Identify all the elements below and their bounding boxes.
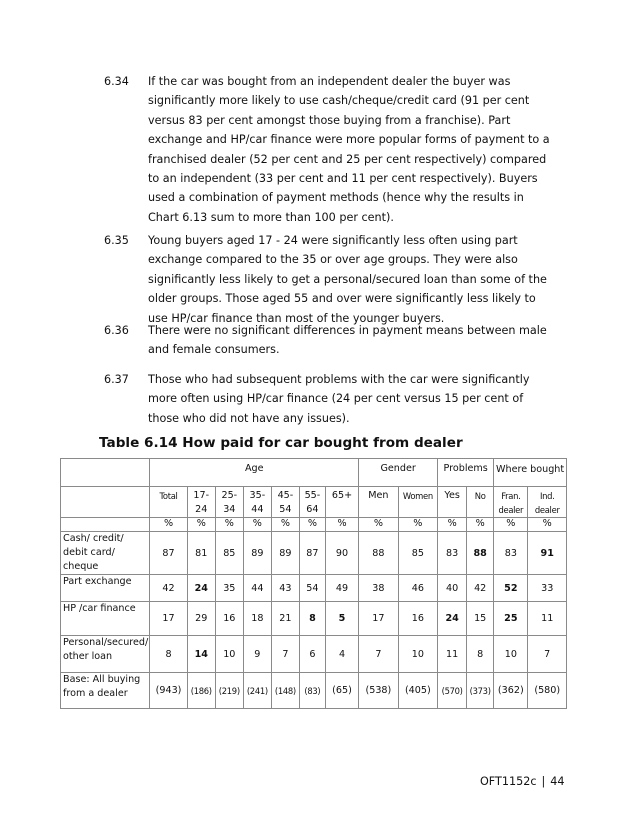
table-cell: 16	[215, 602, 243, 636]
table-cell: 7	[528, 636, 567, 673]
text-line: Young buyers aged 17 - 24 were significantly less often using part	[148, 234, 518, 247]
column-header: 25-34	[215, 487, 243, 518]
table-cell: 85	[398, 532, 437, 575]
table-cell: 90	[325, 532, 358, 575]
column-header: Total	[150, 487, 187, 518]
unit-cell: %	[359, 518, 398, 532]
text-line: significantly more likely to use cash/cheque/credit card (91 per cent	[148, 94, 530, 108]
unit-cell: %	[494, 518, 528, 532]
table-cell: 10	[398, 636, 437, 673]
table-cell: 83	[494, 532, 528, 575]
table-cell: 14	[187, 636, 215, 673]
row-label: Part exchange	[61, 575, 150, 602]
table-cell: 8	[150, 636, 187, 673]
table-cell: (65)	[325, 673, 358, 709]
unit-cell: %	[243, 518, 271, 532]
table-cell: 88	[467, 532, 494, 575]
column-header: 17-24	[187, 487, 215, 518]
paragraph-number: 6.36	[104, 324, 129, 337]
table-cell: 46	[398, 575, 437, 602]
column-header: Fran. dealer	[494, 487, 528, 518]
column-header: Yes	[438, 487, 467, 518]
table-cell: 85	[215, 532, 243, 575]
column-header: 65+	[325, 487, 358, 518]
header-blank	[61, 487, 150, 518]
paragraph-text	[148, 231, 548, 328]
table-row	[61, 636, 567, 673]
table-cell: 81	[187, 532, 215, 575]
table-cell: 83	[438, 532, 467, 575]
page-number: 44	[550, 775, 565, 788]
table-cell: 9	[243, 636, 271, 673]
table-cell: (362)	[494, 673, 528, 709]
table-row	[61, 602, 567, 636]
table-row	[61, 575, 567, 602]
table-cell: 6	[299, 636, 325, 673]
table-cell: 38	[359, 575, 398, 602]
unit-cell: %	[299, 518, 325, 532]
text-line: those who did not have any issues).	[148, 411, 350, 425]
group-gender: Gender	[359, 459, 438, 487]
document-code: OFT1152c	[480, 775, 537, 788]
footer-separator: |	[541, 775, 546, 788]
table-cell: 89	[271, 532, 299, 575]
table-cell: (405)	[398, 673, 437, 709]
payment-table	[60, 458, 567, 709]
table-cell: 25	[494, 602, 528, 636]
table-cell: 44	[243, 575, 271, 602]
table-cell: 15	[467, 602, 494, 636]
paragraph-text	[148, 321, 548, 360]
column-header: Ind. dealer	[528, 487, 567, 518]
text-line: used a combination of payment methods (hence why the results in	[148, 191, 524, 205]
unit-cell: %	[187, 518, 215, 532]
table-cell: 33	[528, 575, 567, 602]
unit-cell: %	[467, 518, 494, 532]
row-label: Personal/secured/ other loan	[61, 636, 150, 673]
table-cell: (186)	[187, 673, 215, 709]
text-line: exchange compared to the 35 or over age groups. They were also	[148, 253, 518, 267]
row-label: Cash/ credit/ debit card/ cheque	[61, 532, 150, 575]
table-cell: 21	[271, 602, 299, 636]
paragraph-number: 6.35	[104, 234, 129, 247]
table-cell: 10	[215, 636, 243, 673]
table-cell: (241)	[243, 673, 271, 709]
table-cell: 29	[187, 602, 215, 636]
table-cell: 42	[467, 575, 494, 602]
table-cell: (580)	[528, 673, 567, 709]
unit-blank	[61, 518, 150, 532]
unit-cell: %	[398, 518, 437, 532]
text-line: exchange and HP/car finance were more popular forms of payment to a	[148, 133, 550, 147]
table-cell: 4	[325, 636, 358, 673]
column-header: 35-44	[243, 487, 271, 518]
paragraph-number: 6.37	[104, 373, 129, 386]
table-cell: (570)	[438, 673, 467, 709]
column-header: No	[467, 487, 494, 518]
table-cell: (943)	[150, 673, 187, 709]
table-cell: 17	[150, 602, 187, 636]
row-label: Base: All buying from a dealer	[61, 673, 150, 709]
table-cell: (538)	[359, 673, 398, 709]
paragraph-text	[148, 370, 548, 428]
table-cell: 16	[398, 602, 437, 636]
table-cell: 7	[271, 636, 299, 673]
unit-cell: %	[438, 518, 467, 532]
table-cell: 89	[243, 532, 271, 575]
paragraph-number: 6.34	[104, 75, 129, 88]
table-cell: 42	[150, 575, 187, 602]
table-cell: 54	[299, 575, 325, 602]
table-cell: 11	[438, 636, 467, 673]
table-cell: 87	[299, 532, 325, 575]
table-cell: 91	[528, 532, 567, 575]
group-where-bought: Where bought	[494, 459, 567, 487]
table-row	[61, 673, 567, 709]
text-line: If the car was bought from an independent dealer the buyer was	[148, 75, 511, 88]
text-line: use HP/car finance than most of the younger buyers.	[148, 311, 445, 325]
table-cell: 10	[494, 636, 528, 673]
group-problems: Problems	[438, 459, 494, 487]
text-line: versus 83 per cent amongst those buying from a franchise). Part	[148, 113, 511, 127]
table-cell: 7	[359, 636, 398, 673]
unit-cell: %	[325, 518, 358, 532]
group-age: Age	[150, 459, 359, 487]
text-line: more often using HP/car finance (24 per cent versus 15 per cent of	[148, 392, 524, 406]
unit-cell: %	[528, 518, 567, 532]
table-cell: 49	[325, 575, 358, 602]
table-cell: 24	[187, 575, 215, 602]
row-label: HP /car finance	[61, 602, 150, 636]
table-cell: 17	[359, 602, 398, 636]
header-blank	[61, 459, 150, 487]
paragraph-text	[148, 72, 548, 227]
text-line: to an independent (33 per cent and 11 per cent respectively). Buyers	[148, 172, 538, 186]
table-cell: 52	[494, 575, 528, 602]
unit-cell: %	[215, 518, 243, 532]
table-cell: 87	[150, 532, 187, 575]
table-cell: (83)	[299, 673, 325, 709]
table-cell: 5	[325, 602, 358, 636]
table-cell: 88	[359, 532, 398, 575]
table-cell: (219)	[215, 673, 243, 709]
table-cell: 8	[299, 602, 325, 636]
table-cell: (373)	[467, 673, 494, 709]
table-cell: (148)	[271, 673, 299, 709]
table-row	[61, 532, 567, 575]
unit-cell: %	[271, 518, 299, 532]
text-line: franchised dealer (52 per cent and 25 per cent respectively) compared	[148, 152, 547, 166]
text-line: Chart 6.13 sum to more than 100 per cent).	[148, 210, 394, 224]
table-caption: Table 6.14 How paid for car bought from dealer	[99, 435, 463, 451]
text-line: and female consumers.	[148, 343, 280, 357]
text-line: significantly less likely to get a personal/secured loan than some of the	[148, 272, 547, 286]
table-cell: 43	[271, 575, 299, 602]
table-cell: 18	[243, 602, 271, 636]
table-cell: 11	[528, 602, 567, 636]
unit-cell: %	[150, 518, 187, 532]
column-header: Men	[359, 487, 398, 518]
text-line: Those who had subsequent problems with the car were significantly	[148, 373, 530, 386]
table-cell: 8	[467, 636, 494, 673]
table-cell: 40	[438, 575, 467, 602]
column-header: Women	[398, 487, 437, 518]
column-header: 45-54	[271, 487, 299, 518]
page-footer	[480, 775, 565, 788]
text-line: There were no significant differences in payment means between male	[148, 324, 547, 337]
table-cell: 24	[438, 602, 467, 636]
column-header: 55-64	[299, 487, 325, 518]
text-line: older groups. Those aged 55 and over were significantly less likely to	[148, 292, 536, 306]
table-cell: 35	[215, 575, 243, 602]
